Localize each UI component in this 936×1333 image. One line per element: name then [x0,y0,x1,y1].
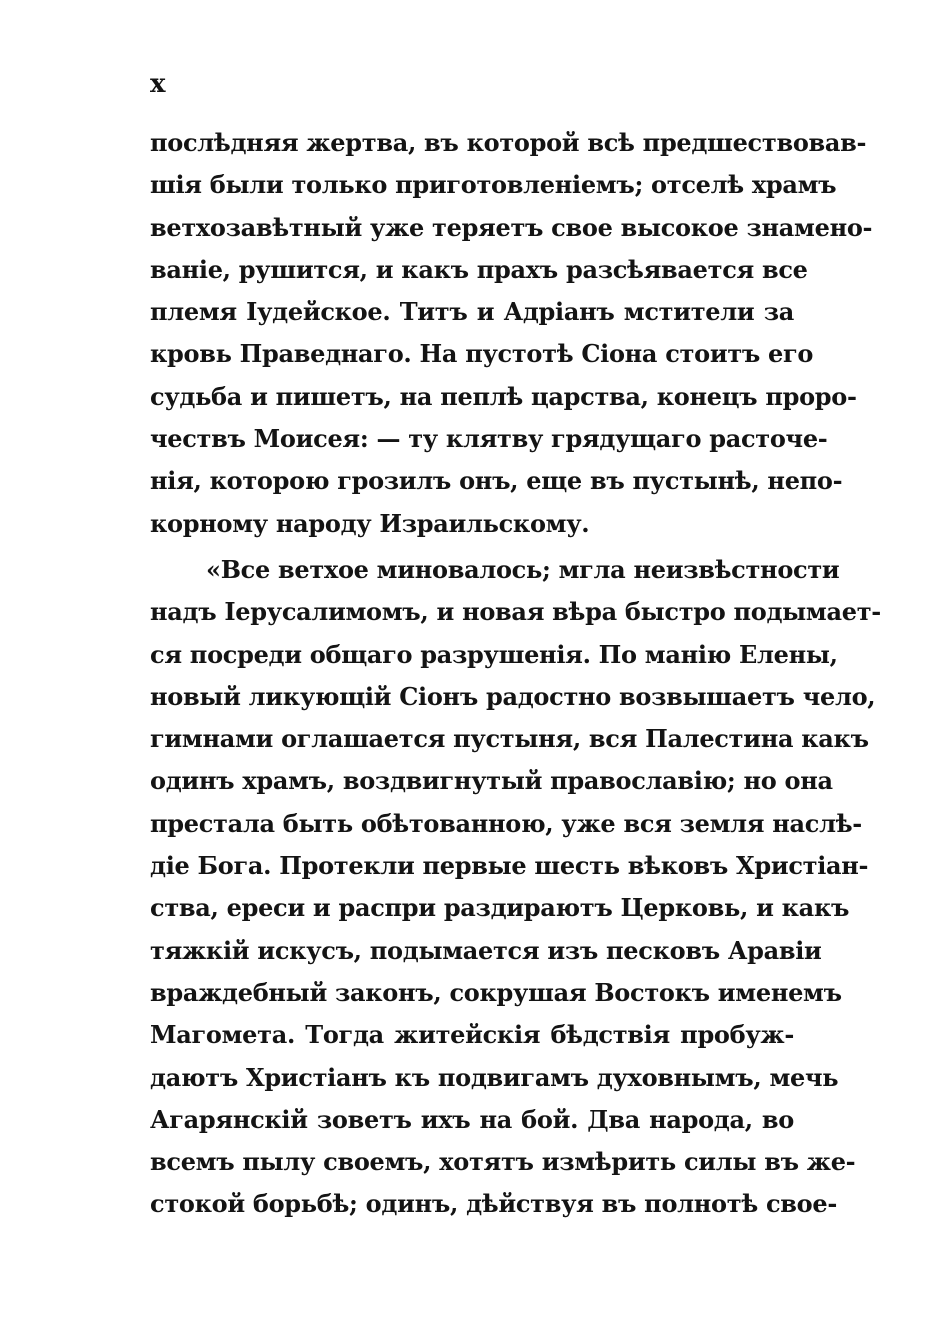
text-line: послѣдняя жертва, въ которой всѣ предшествовав- [150,128,867,157]
text-line: стокой борьбѣ; одинъ, дѣйствуя въ полнотѣ свое- [150,1189,837,1219]
text-line: новый ликующій Сіонъ радостно возвышаетъ чело, [150,681,876,711]
text-line: даютъ Христіанъ къ подвигамъ духовнымъ, мечь [150,1062,839,1092]
text-line: ваніе, рушится, и какъ прахъ разсѣявается все [150,254,808,284]
text-line: шія были только приготовленіемъ; отселѣ храмъ [150,170,837,200]
text-line: тяжкій искусъ, подымается изъ песковъ Аравіи [150,935,822,965]
text-line: одинъ храмъ, воздвигнутый православію; но она [150,766,833,796]
text-line: престала быть обѣтованною, уже вся земля наслѣ- [150,808,862,838]
text-line: ся посреди общаго разрушенія. По манію Елены, [150,639,838,669]
text-line: корному народу Израильскому. [150,508,590,538]
text-line: кровь Праведнаго. На пустотѣ Сіона стоитъ его [150,339,814,369]
page-number: x [150,69,166,99]
text-line: Магомета. Тогда житейскія бѣдствія пробуж- [150,1020,794,1050]
text-line: ства, ереси и распри раздираютъ Церковь, и какъ [150,893,850,923]
text-line: діе Бога. Протекли первые шесть вѣковъ Христіан- [150,851,869,881]
text-line: гимнами оглашается пустыня, вся Палестина какъ [150,724,869,754]
text-line: враждебный законъ, сокрушая Востокъ именемъ [150,977,842,1007]
text-line: племя Іудейское. Титъ и Адріанъ мстители за [150,297,794,327]
text-line: всемъ пылу своемъ, хотятъ измѣрить силы въ же- [150,1147,856,1177]
text-line: нія, которою грозилъ онъ, еще въ пустынѣ, непо- [150,466,843,496]
text-line: «Все ветхое миновалось; мгла неизвѣстности [206,554,840,584]
text-line: надъ Іерусалимомъ, и новая вѣра быстро подымает- [150,597,881,627]
body-text [150,122,881,1226]
text-line: судьба и пишетъ, на пеплѣ царства, конецъ проро- [150,381,857,411]
text-line: Агарянскій зоветъ ихъ на бой. Два народа, во [150,1104,794,1134]
text-line: чествъ Моисея: — ту клятву грядущаго расточе- [150,424,828,454]
text-line: ветхозавѣтный уже теряетъ свое высокое знамено- [150,212,873,242]
